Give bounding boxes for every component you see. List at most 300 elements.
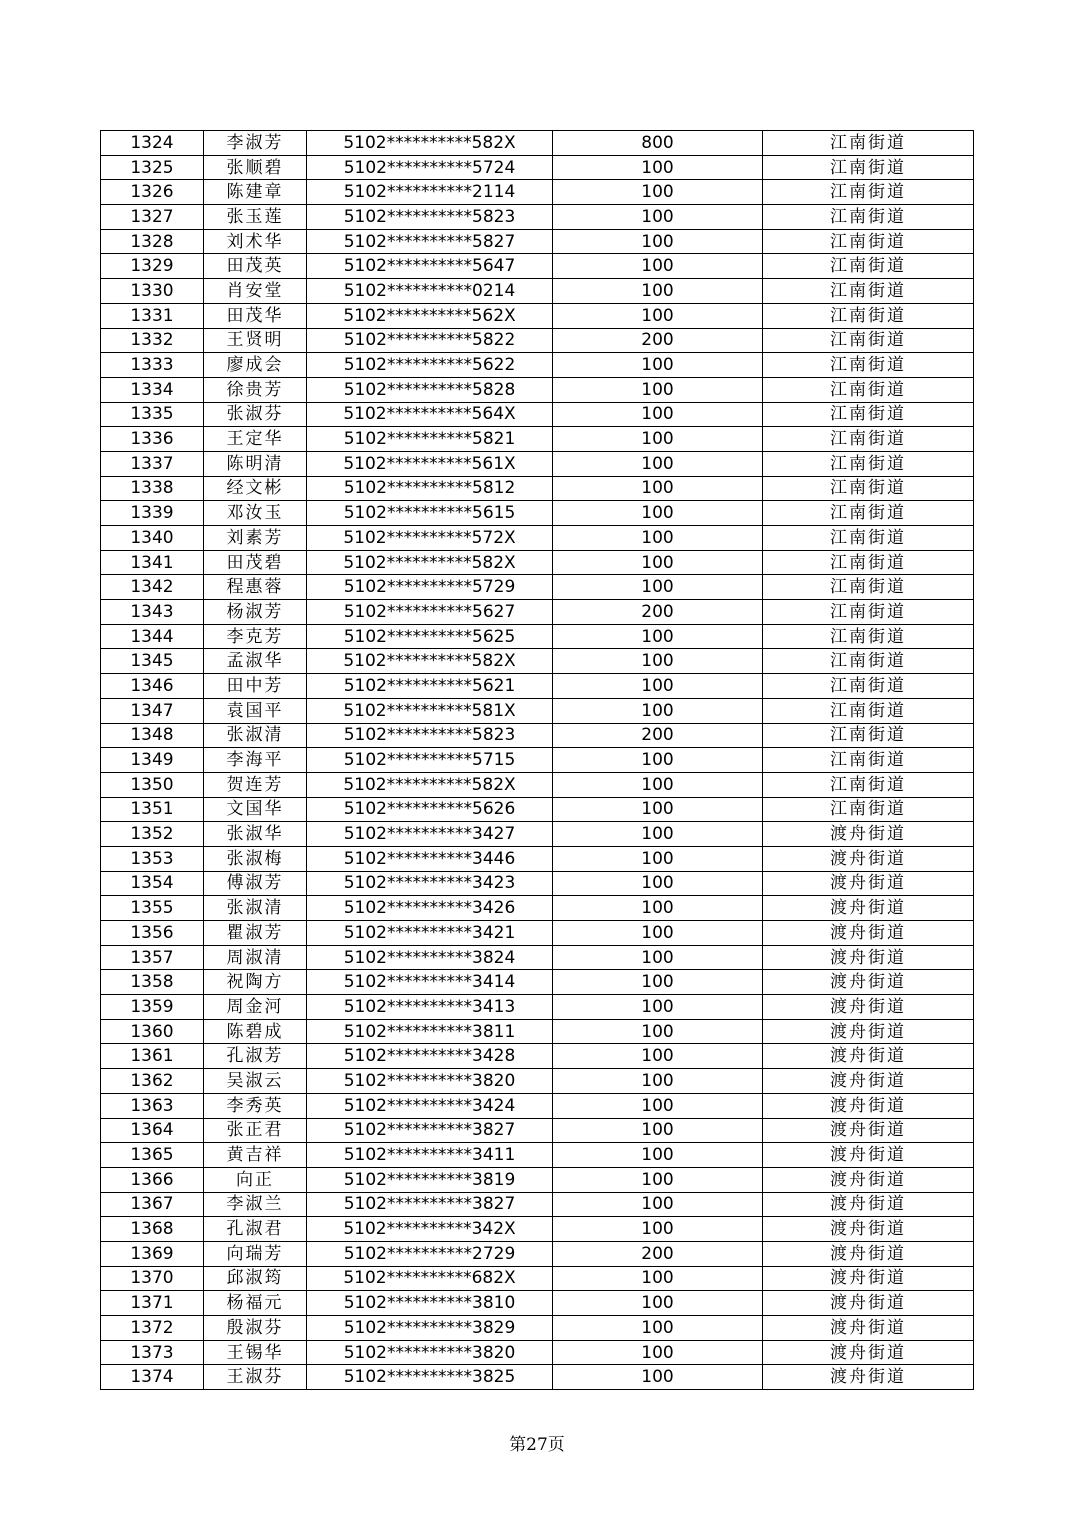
table-row — [101, 353, 974, 378]
id-number-cell: 5102**********3421 — [307, 921, 553, 946]
amount-cell: 100 — [553, 649, 763, 674]
table-row — [101, 822, 974, 847]
id-number-cell: 5102**********5615 — [307, 501, 553, 526]
table-row — [101, 131, 974, 156]
table-row — [101, 1069, 974, 1094]
row-number-cell: 1330 — [101, 279, 204, 304]
street-cell: 江南街道 — [763, 698, 974, 723]
name-cell: 张淑芬 — [204, 402, 307, 427]
name-cell: 王贤明 — [204, 328, 307, 353]
id-number-cell: 5102**********682X — [307, 1266, 553, 1291]
amount-cell: 100 — [553, 575, 763, 600]
street-cell: 江南街道 — [763, 131, 974, 156]
street-cell: 江南街道 — [763, 797, 974, 822]
street-cell: 渡舟街道 — [763, 1316, 974, 1341]
table-row — [101, 871, 974, 896]
name-cell: 张正君 — [204, 1118, 307, 1143]
street-cell: 江南街道 — [763, 526, 974, 551]
page-number: 第27页 — [509, 1435, 565, 1455]
table-row — [101, 649, 974, 674]
id-number-cell: 5102**********5828 — [307, 377, 553, 402]
table-row — [101, 1019, 974, 1044]
name-cell: 张玉莲 — [204, 205, 307, 230]
row-number-cell: 1353 — [101, 846, 204, 871]
row-number-cell: 1374 — [101, 1365, 204, 1390]
amount-cell: 100 — [553, 1069, 763, 1094]
name-cell: 田茂碧 — [204, 550, 307, 575]
name-cell: 殷淑芬 — [204, 1316, 307, 1341]
street-cell: 渡舟街道 — [763, 1192, 974, 1217]
id-number-cell: 5102**********3424 — [307, 1093, 553, 1118]
table-row — [101, 896, 974, 921]
row-number-cell: 1360 — [101, 1019, 204, 1044]
row-number-cell: 1366 — [101, 1167, 204, 1192]
table-row — [101, 180, 974, 205]
table-row — [101, 1217, 974, 1242]
amount-cell: 100 — [553, 871, 763, 896]
row-number-cell: 1341 — [101, 550, 204, 575]
name-cell: 李淑兰 — [204, 1192, 307, 1217]
row-number-cell: 1358 — [101, 970, 204, 995]
name-cell: 黄吉祥 — [204, 1143, 307, 1168]
row-number-cell: 1367 — [101, 1192, 204, 1217]
id-number-cell: 5102**********5821 — [307, 427, 553, 452]
street-cell: 渡舟街道 — [763, 1217, 974, 1242]
table-row — [101, 205, 974, 230]
row-number-cell: 1344 — [101, 624, 204, 649]
amount-cell: 100 — [553, 353, 763, 378]
table-row — [101, 1365, 974, 1390]
street-cell: 江南街道 — [763, 353, 974, 378]
name-cell: 程惠蓉 — [204, 575, 307, 600]
street-cell: 江南街道 — [763, 303, 974, 328]
table-row — [101, 1266, 974, 1291]
row-number-cell: 1336 — [101, 427, 204, 452]
street-cell: 渡舟街道 — [763, 822, 974, 847]
amount-cell: 100 — [553, 427, 763, 452]
amount-cell: 100 — [553, 1365, 763, 1390]
table-row — [101, 427, 974, 452]
name-cell: 贺连芳 — [204, 772, 307, 797]
id-number-cell: 5102**********342X — [307, 1217, 553, 1242]
id-number-cell: 5102**********2729 — [307, 1241, 553, 1266]
row-number-cell: 1363 — [101, 1093, 204, 1118]
id-number-cell: 5102**********3824 — [307, 945, 553, 970]
table-row — [101, 748, 974, 773]
row-number-cell: 1357 — [101, 945, 204, 970]
row-number-cell: 1370 — [101, 1266, 204, 1291]
amount-cell: 100 — [553, 1340, 763, 1365]
row-number-cell: 1324 — [101, 131, 204, 156]
table-row — [101, 377, 974, 402]
street-cell: 江南街道 — [763, 328, 974, 353]
name-cell: 孔淑芳 — [204, 1044, 307, 1069]
street-cell: 江南街道 — [763, 772, 974, 797]
records-table — [100, 130, 974, 1390]
amount-cell: 100 — [553, 797, 763, 822]
name-cell: 张淑清 — [204, 723, 307, 748]
street-cell: 江南街道 — [763, 476, 974, 501]
table-row — [101, 254, 974, 279]
row-number-cell: 1332 — [101, 328, 204, 353]
street-cell: 渡舟街道 — [763, 1167, 974, 1192]
amount-cell: 100 — [553, 698, 763, 723]
table-row — [101, 797, 974, 822]
street-cell: 江南街道 — [763, 180, 974, 205]
id-number-cell: 5102**********5625 — [307, 624, 553, 649]
amount-cell: 100 — [553, 748, 763, 773]
table-row — [101, 575, 974, 600]
name-cell: 陈碧成 — [204, 1019, 307, 1044]
name-cell: 王锡华 — [204, 1340, 307, 1365]
street-cell: 渡舟街道 — [763, 1118, 974, 1143]
amount-cell: 100 — [553, 822, 763, 847]
id-number-cell: 5102**********3820 — [307, 1340, 553, 1365]
name-cell: 王定华 — [204, 427, 307, 452]
id-number-cell: 5102**********572X — [307, 526, 553, 551]
street-cell: 渡舟街道 — [763, 896, 974, 921]
table-row — [101, 155, 974, 180]
street-cell: 江南街道 — [763, 451, 974, 476]
street-cell: 渡舟街道 — [763, 1093, 974, 1118]
row-number-cell: 1345 — [101, 649, 204, 674]
row-number-cell: 1350 — [101, 772, 204, 797]
row-number-cell: 1340 — [101, 526, 204, 551]
amount-cell: 100 — [553, 1118, 763, 1143]
amount-cell: 100 — [553, 526, 763, 551]
records-table-body — [101, 131, 974, 1390]
id-number-cell: 5102**********3446 — [307, 846, 553, 871]
table-row — [101, 1118, 974, 1143]
name-cell: 张淑清 — [204, 896, 307, 921]
street-cell: 江南街道 — [763, 279, 974, 304]
row-number-cell: 1334 — [101, 377, 204, 402]
id-number-cell: 5102**********3411 — [307, 1143, 553, 1168]
id-number-cell: 5102**********5823 — [307, 723, 553, 748]
id-number-cell: 5102**********564X — [307, 402, 553, 427]
street-cell: 渡舟街道 — [763, 1143, 974, 1168]
table-row — [101, 526, 974, 551]
id-number-cell: 5102**********5812 — [307, 476, 553, 501]
name-cell: 肖安堂 — [204, 279, 307, 304]
table-row — [101, 723, 974, 748]
amount-cell: 100 — [553, 476, 763, 501]
table-row — [101, 945, 974, 970]
street-cell: 渡舟街道 — [763, 995, 974, 1020]
id-number-cell: 5102**********5626 — [307, 797, 553, 822]
amount-cell: 200 — [553, 600, 763, 625]
street-cell: 江南街道 — [763, 649, 974, 674]
amount-cell: 200 — [553, 723, 763, 748]
street-cell: 渡舟街道 — [763, 1340, 974, 1365]
id-number-cell: 5102**********3810 — [307, 1291, 553, 1316]
street-cell: 渡舟街道 — [763, 945, 974, 970]
id-number-cell: 5102**********3413 — [307, 995, 553, 1020]
street-cell: 江南街道 — [763, 575, 974, 600]
amount-cell: 100 — [553, 229, 763, 254]
table-row — [101, 1291, 974, 1316]
name-cell: 瞿淑芳 — [204, 921, 307, 946]
name-cell: 文国华 — [204, 797, 307, 822]
amount-cell: 100 — [553, 303, 763, 328]
row-number-cell: 1354 — [101, 871, 204, 896]
id-number-cell: 5102**********5724 — [307, 155, 553, 180]
amount-cell: 100 — [553, 846, 763, 871]
street-cell: 渡舟街道 — [763, 970, 974, 995]
id-number-cell: 5102**********5622 — [307, 353, 553, 378]
name-cell: 刘素芳 — [204, 526, 307, 551]
amount-cell: 100 — [553, 550, 763, 575]
street-cell: 渡舟街道 — [763, 1069, 974, 1094]
name-cell: 傅淑芳 — [204, 871, 307, 896]
amount-cell: 100 — [553, 674, 763, 699]
row-number-cell: 1335 — [101, 402, 204, 427]
street-cell: 江南街道 — [763, 229, 974, 254]
amount-cell: 100 — [553, 451, 763, 476]
row-number-cell: 1349 — [101, 748, 204, 773]
row-number-cell: 1328 — [101, 229, 204, 254]
amount-cell: 100 — [553, 1291, 763, 1316]
amount-cell: 100 — [553, 501, 763, 526]
table-row — [101, 328, 974, 353]
amount-cell: 100 — [553, 1093, 763, 1118]
table-row — [101, 698, 974, 723]
row-number-cell: 1361 — [101, 1044, 204, 1069]
street-cell: 渡舟街道 — [763, 1266, 974, 1291]
amount-cell: 100 — [553, 1044, 763, 1069]
id-number-cell: 5102**********5729 — [307, 575, 553, 600]
row-number-cell: 1331 — [101, 303, 204, 328]
table-row — [101, 674, 974, 699]
table-row — [101, 402, 974, 427]
table-row — [101, 1167, 974, 1192]
street-cell: 江南街道 — [763, 427, 974, 452]
table-row — [101, 501, 974, 526]
amount-cell: 100 — [553, 180, 763, 205]
id-number-cell: 5102**********3423 — [307, 871, 553, 896]
id-number-cell: 5102**********3811 — [307, 1019, 553, 1044]
id-number-cell: 5102**********3820 — [307, 1069, 553, 1094]
row-number-cell: 1369 — [101, 1241, 204, 1266]
name-cell: 刘术华 — [204, 229, 307, 254]
id-number-cell: 5102**********5822 — [307, 328, 553, 353]
name-cell: 经文彬 — [204, 476, 307, 501]
amount-cell: 100 — [553, 921, 763, 946]
row-number-cell: 1351 — [101, 797, 204, 822]
id-number-cell: 5102**********3428 — [307, 1044, 553, 1069]
name-cell: 陈明清 — [204, 451, 307, 476]
row-number-cell: 1373 — [101, 1340, 204, 1365]
row-number-cell: 1333 — [101, 353, 204, 378]
name-cell: 杨福元 — [204, 1291, 307, 1316]
name-cell: 邓汝玉 — [204, 501, 307, 526]
street-cell: 江南街道 — [763, 674, 974, 699]
street-cell: 渡舟街道 — [763, 1291, 974, 1316]
id-number-cell: 5102**********5715 — [307, 748, 553, 773]
table-row — [101, 550, 974, 575]
row-number-cell: 1338 — [101, 476, 204, 501]
table-row — [101, 303, 974, 328]
name-cell: 周金河 — [204, 995, 307, 1020]
id-number-cell: 5102**********3819 — [307, 1167, 553, 1192]
id-number-cell: 5102**********5647 — [307, 254, 553, 279]
name-cell: 王淑芬 — [204, 1365, 307, 1390]
name-cell: 吴淑云 — [204, 1069, 307, 1094]
amount-cell: 200 — [553, 1241, 763, 1266]
row-number-cell: 1352 — [101, 822, 204, 847]
id-number-cell: 5102**********3827 — [307, 1118, 553, 1143]
table-row — [101, 451, 974, 476]
table-row — [101, 229, 974, 254]
amount-cell: 100 — [553, 377, 763, 402]
id-number-cell: 5102**********5627 — [307, 600, 553, 625]
amount-cell: 100 — [553, 402, 763, 427]
table-row — [101, 1044, 974, 1069]
street-cell: 江南街道 — [763, 624, 974, 649]
amount-cell: 100 — [553, 254, 763, 279]
amount-cell: 100 — [553, 624, 763, 649]
street-cell: 江南街道 — [763, 254, 974, 279]
street-cell: 江南街道 — [763, 723, 974, 748]
row-number-cell: 1325 — [101, 155, 204, 180]
name-cell: 孔淑君 — [204, 1217, 307, 1242]
amount-cell: 800 — [553, 131, 763, 156]
id-number-cell: 5102**********582X — [307, 550, 553, 575]
name-cell: 李秀英 — [204, 1093, 307, 1118]
id-number-cell: 5102**********2114 — [307, 180, 553, 205]
street-cell: 江南街道 — [763, 501, 974, 526]
street-cell: 江南街道 — [763, 402, 974, 427]
table-row — [101, 1093, 974, 1118]
table-row — [101, 772, 974, 797]
table-row — [101, 1241, 974, 1266]
table-row — [101, 921, 974, 946]
name-cell: 李淑芳 — [204, 131, 307, 156]
name-cell: 陈建章 — [204, 180, 307, 205]
street-cell: 江南街道 — [763, 155, 974, 180]
row-number-cell: 1362 — [101, 1069, 204, 1094]
id-number-cell: 5102**********0214 — [307, 279, 553, 304]
street-cell: 江南街道 — [763, 205, 974, 230]
street-cell: 渡舟街道 — [763, 1241, 974, 1266]
table-row — [101, 970, 974, 995]
street-cell: 渡舟街道 — [763, 921, 974, 946]
row-number-cell: 1339 — [101, 501, 204, 526]
amount-cell: 100 — [553, 945, 763, 970]
id-number-cell: 5102**********3426 — [307, 896, 553, 921]
table-row — [101, 279, 974, 304]
row-number-cell: 1337 — [101, 451, 204, 476]
row-number-cell: 1342 — [101, 575, 204, 600]
id-number-cell: 5102**********5823 — [307, 205, 553, 230]
table-row — [101, 1143, 974, 1168]
amount-cell: 100 — [553, 279, 763, 304]
street-cell: 江南街道 — [763, 748, 974, 773]
id-number-cell: 5102**********5621 — [307, 674, 553, 699]
name-cell: 向正 — [204, 1167, 307, 1192]
row-number-cell: 1356 — [101, 921, 204, 946]
table-row — [101, 476, 974, 501]
street-cell: 渡舟街道 — [763, 1044, 974, 1069]
name-cell: 廖成会 — [204, 353, 307, 378]
table-row — [101, 995, 974, 1020]
id-number-cell: 5102**********3827 — [307, 1192, 553, 1217]
name-cell: 杨淑芳 — [204, 600, 307, 625]
id-number-cell: 5102**********582X — [307, 131, 553, 156]
id-number-cell: 5102**********3427 — [307, 822, 553, 847]
id-number-cell: 5102**********581X — [307, 698, 553, 723]
amount-cell: 100 — [553, 1143, 763, 1168]
table-row — [101, 1340, 974, 1365]
row-number-cell: 1368 — [101, 1217, 204, 1242]
name-cell: 张顺碧 — [204, 155, 307, 180]
street-cell: 江南街道 — [763, 377, 974, 402]
name-cell: 李克芳 — [204, 624, 307, 649]
amount-cell: 100 — [553, 1192, 763, 1217]
row-number-cell: 1372 — [101, 1316, 204, 1341]
name-cell: 祝陶方 — [204, 970, 307, 995]
row-number-cell: 1365 — [101, 1143, 204, 1168]
name-cell: 袁国平 — [204, 698, 307, 723]
amount-cell: 100 — [553, 1266, 763, 1291]
street-cell: 渡舟街道 — [763, 1019, 974, 1044]
amount-cell: 100 — [553, 896, 763, 921]
amount-cell: 100 — [553, 772, 763, 797]
amount-cell: 100 — [553, 205, 763, 230]
table-row — [101, 1192, 974, 1217]
id-number-cell: 5102**********3829 — [307, 1316, 553, 1341]
name-cell: 张淑华 — [204, 822, 307, 847]
id-number-cell: 5102**********5827 — [307, 229, 553, 254]
row-number-cell: 1327 — [101, 205, 204, 230]
name-cell: 周淑清 — [204, 945, 307, 970]
row-number-cell: 1346 — [101, 674, 204, 699]
id-number-cell: 5102**********582X — [307, 649, 553, 674]
street-cell: 渡舟街道 — [763, 846, 974, 871]
id-number-cell: 5102**********561X — [307, 451, 553, 476]
row-number-cell: 1355 — [101, 896, 204, 921]
id-number-cell: 5102**********3414 — [307, 970, 553, 995]
name-cell: 田茂英 — [204, 254, 307, 279]
amount-cell: 100 — [553, 1316, 763, 1341]
id-number-cell: 5102**********3825 — [307, 1365, 553, 1390]
amount-cell: 100 — [553, 1167, 763, 1192]
amount-cell: 100 — [553, 970, 763, 995]
row-number-cell: 1343 — [101, 600, 204, 625]
name-cell: 徐贵芳 — [204, 377, 307, 402]
name-cell: 孟淑华 — [204, 649, 307, 674]
table-row — [101, 1316, 974, 1341]
street-cell: 江南街道 — [763, 550, 974, 575]
name-cell: 向瑞芳 — [204, 1241, 307, 1266]
name-cell: 田茂华 — [204, 303, 307, 328]
name-cell: 邱淑筠 — [204, 1266, 307, 1291]
row-number-cell: 1364 — [101, 1118, 204, 1143]
amount-cell: 100 — [553, 1217, 763, 1242]
amount-cell: 100 — [553, 155, 763, 180]
street-cell: 江南街道 — [763, 600, 974, 625]
amount-cell: 100 — [553, 995, 763, 1020]
table-row — [101, 624, 974, 649]
name-cell: 张淑梅 — [204, 846, 307, 871]
amount-cell: 200 — [553, 328, 763, 353]
table-row — [101, 846, 974, 871]
row-number-cell: 1359 — [101, 995, 204, 1020]
amount-cell: 100 — [553, 1019, 763, 1044]
row-number-cell: 1329 — [101, 254, 204, 279]
table-row — [101, 600, 974, 625]
row-number-cell: 1347 — [101, 698, 204, 723]
